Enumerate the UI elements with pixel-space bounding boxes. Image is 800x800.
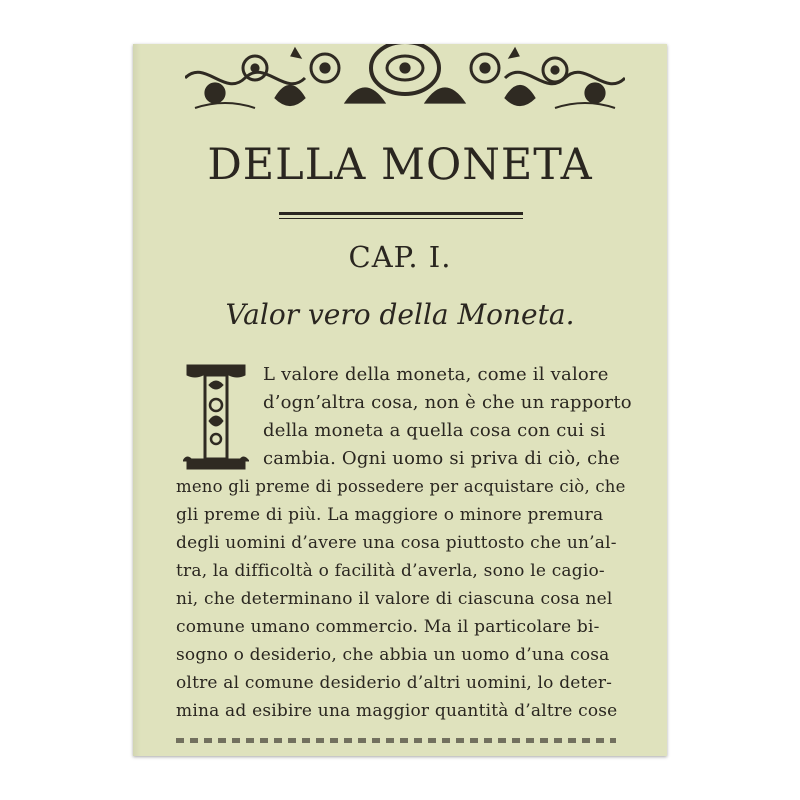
text-line: oltre al comune desiderio d’altri uomini, lo deter- (176, 673, 613, 693)
poster-print (133, 44, 667, 756)
text-line: ni, che determinano il valore di ciascuna cosa nel (176, 589, 613, 609)
chapter-subtitle: Valor vero della Moneta. (225, 298, 575, 331)
text-line: L valore della moneta, come il valore (263, 364, 609, 385)
decorated-initial-icon (183, 361, 249, 473)
title-rule (279, 212, 523, 215)
text-line: della moneta a quella cosa con cui si (263, 420, 606, 441)
title-rule-thin (279, 218, 523, 219)
text-line: mina ad esibire una maggior quantità d’altre cose (176, 701, 618, 721)
text-line: sogno o desiderio, che abbia un uomo d’una cosa (176, 645, 610, 665)
page-title: DELLA MONETA (207, 140, 593, 190)
floral-ornament-icon (185, 44, 625, 120)
text-line: comune umano commercio. Ma il particolare bi- (176, 617, 600, 637)
chapter-heading: CAP. I. (348, 240, 452, 274)
text-line: degli uomini d’avere una cosa piuttosto che un’al- (176, 533, 617, 553)
text-line: gli preme di più. La maggiore o minore premura (176, 505, 604, 525)
text-line: meno gli preme di possedere per acquistare ciò, che (176, 477, 626, 496)
text-line: tra, la difficoltà o facilità d’averla, sono le cagio- (176, 561, 605, 581)
cut-off-line (176, 734, 616, 744)
text-line: cambia. Ogni uomo si priva di ciò, che (263, 448, 621, 469)
text-line: d’ogn’altra cosa, non è che un rapporto (263, 392, 632, 413)
